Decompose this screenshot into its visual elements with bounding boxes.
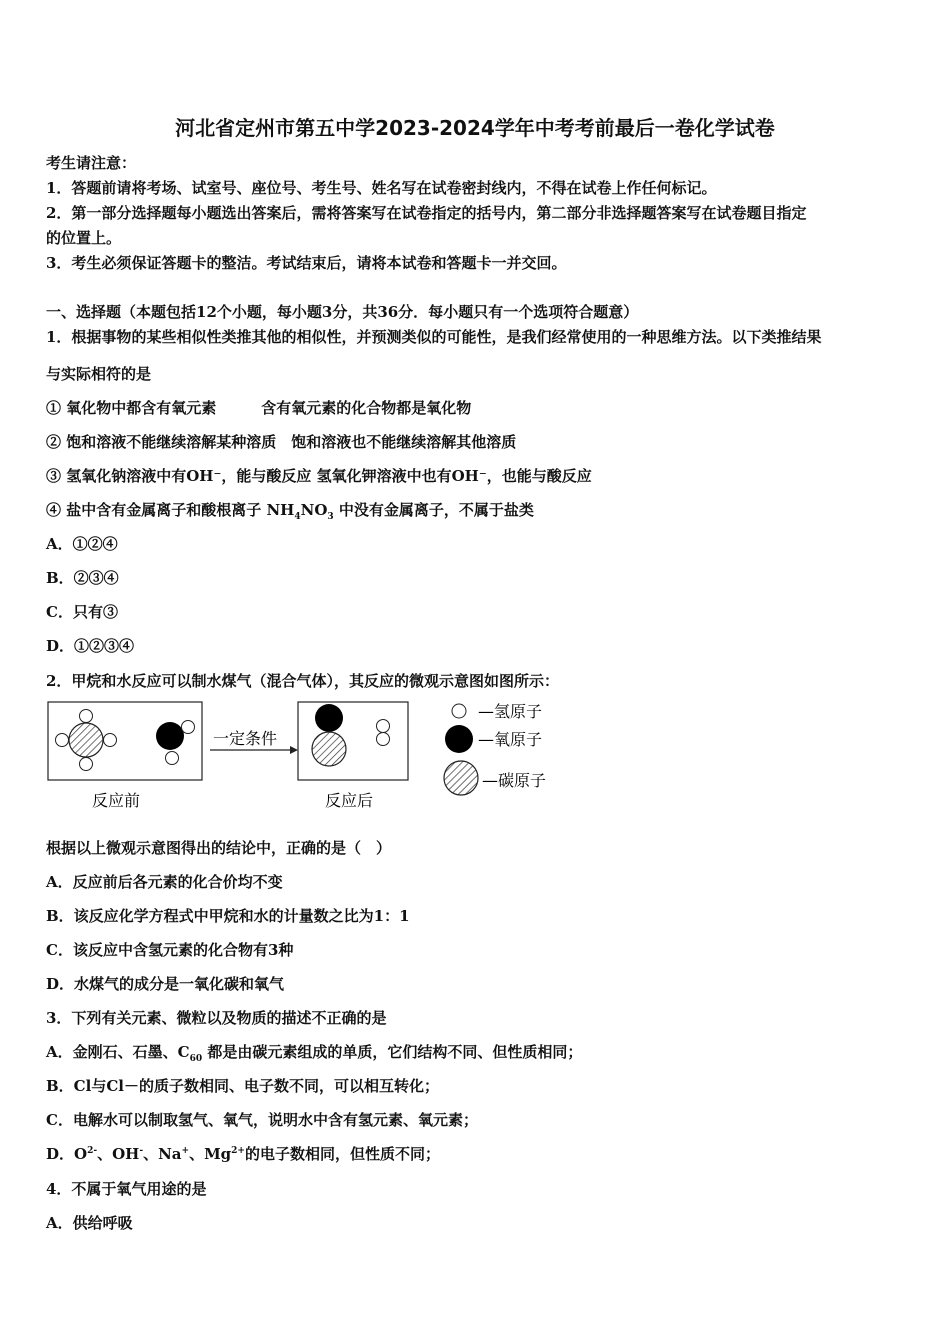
q1-statement-1: ① 氧化物中都含有氧元素 含有氧元素的化合物都是氧化物 [46,399,472,417]
notice-item: 的位置上。 [46,229,122,247]
q1-stem-cont: 与实际相符的是 [46,365,152,383]
legend-hydrogen-icon [452,704,466,718]
notice-item: 3．考生必须保证答题卡的整洁。考试结束后，请将本试卷和答题卡一并交回。 [46,254,567,272]
exam-title: 河北省定州市第五中学2023-2024学年中考考前最后一卷化学试卷 [175,116,775,140]
notice-heading: 考生请注意： [46,154,137,172]
q3-stem: 3．下列有关元素、微粒以及物质的描述不正确的是 [46,1009,387,1027]
q3-option-a[interactable]: A．金刚石、石墨、$C_{60}$ 都是由碳元素组成的单质，它们结构不同、但性质相同； [46,1043,583,1064]
q2-stem: 2．甲烷和水反应可以制水煤气（混合气体），其反应的微观示意图如图所示： [46,672,559,690]
q4-stem: 4．不属于氧气用途的是 [46,1180,207,1198]
legend-oxygen-icon [445,725,473,753]
hydrogen-atom [377,720,390,733]
hydrogen-atom [56,734,69,747]
q2-question: 根据以上微观示意图得出的结论中，正确的是（ ） [46,839,392,857]
q1-stem: 1．根据事物的某些相似性类推其他的相似性，并预测类似的可能性，是我们经常使用的一种思维方法。以下类推结果 [46,328,822,346]
hydrogen-atom [182,721,195,734]
section-heading: 一、选择题（本题包括12个小题，每小题3分，共36分．每小题只有一个选项符合题意） [46,303,639,321]
q3-option-d[interactable]: D．$O^{2-}$、OH-、Na+、$Mg^{2+}$的电子数相同，但性质不同； [46,1145,440,1163]
q2-option-d[interactable]: D．水煤气的成分是一氧化碳和氧气 [46,975,285,993]
q1-option-d[interactable]: D．①②③④ [46,637,135,655]
q2-option-a[interactable]: A．反应前后各元素的化合价均不变 [46,873,283,891]
q1-option-a[interactable]: A．①②④ [46,535,118,553]
condition-label: 一定条件 [213,729,278,748]
q3-option-c[interactable]: C．电解水可以制取氢气、氧气，说明水中含有氢元素、氧元素； [46,1111,478,1129]
legend-carbon: —碳原子 [482,771,547,790]
hydrogen-atom [377,733,390,746]
q4-option-a[interactable]: A．供给呼吸 [46,1214,133,1232]
q1-statement-3: ③ 氢氧化钠溶液中有OH⁻，能与酸反应 氢氧化钾溶液中也有OH⁻，也能与酸反应 [46,467,592,485]
reaction-diagram [40,696,580,816]
notice-item: 2．第一部分选择题每小题选出答案后，需将答案写在试卷指定的括号内，第二部分非选择题答案写在试卷题目指定 [46,204,807,222]
q3-option-b[interactable]: B．Cl与Cl－的质子数相同、电子数不同，可以相互转化； [46,1077,439,1095]
hydrogen-atom [80,758,93,771]
oxygen-atom [315,704,343,732]
carbon-atom [312,732,346,766]
hydrogen-atom [166,752,179,765]
arrow-head [290,746,298,754]
q1-statement-2: ② 饱和溶液不能继续溶解某种溶质 饱和溶液也不能继续溶解其他溶质 [46,433,517,451]
legend-carbon-icon [444,761,478,795]
legend-oxygen: —氧原子 [478,730,543,749]
hydrogen-atom [104,734,117,747]
carbon-atom [69,723,103,757]
hydrogen-atom [80,710,93,723]
legend-hydrogen: —氢原子 [478,702,543,721]
oxygen-atom [156,722,184,750]
q1-option-b[interactable]: B．②③④ [46,569,119,587]
q2-option-c[interactable]: C．该反应中含氢元素的化合物有3种 [46,941,294,959]
after-label: 反应后 [325,791,374,810]
notice-item: 1．答题前请将考场、试室号、座位号、考生号、姓名写在试卷密封线内，不得在试卷上作任何标记。 [46,179,717,197]
q2-option-b[interactable]: B．该反应化学方程式中甲烷和水的计量数之比为1：1 [46,907,410,925]
q1-option-c[interactable]: C．只有③ [46,603,118,621]
before-label: 反应前 [92,791,141,810]
q1-statement-4: ④ 盐中含有金属离子和酸根离子 $NH_4NO_3$ 中没有金属离子，不属于盐类 [46,501,534,522]
